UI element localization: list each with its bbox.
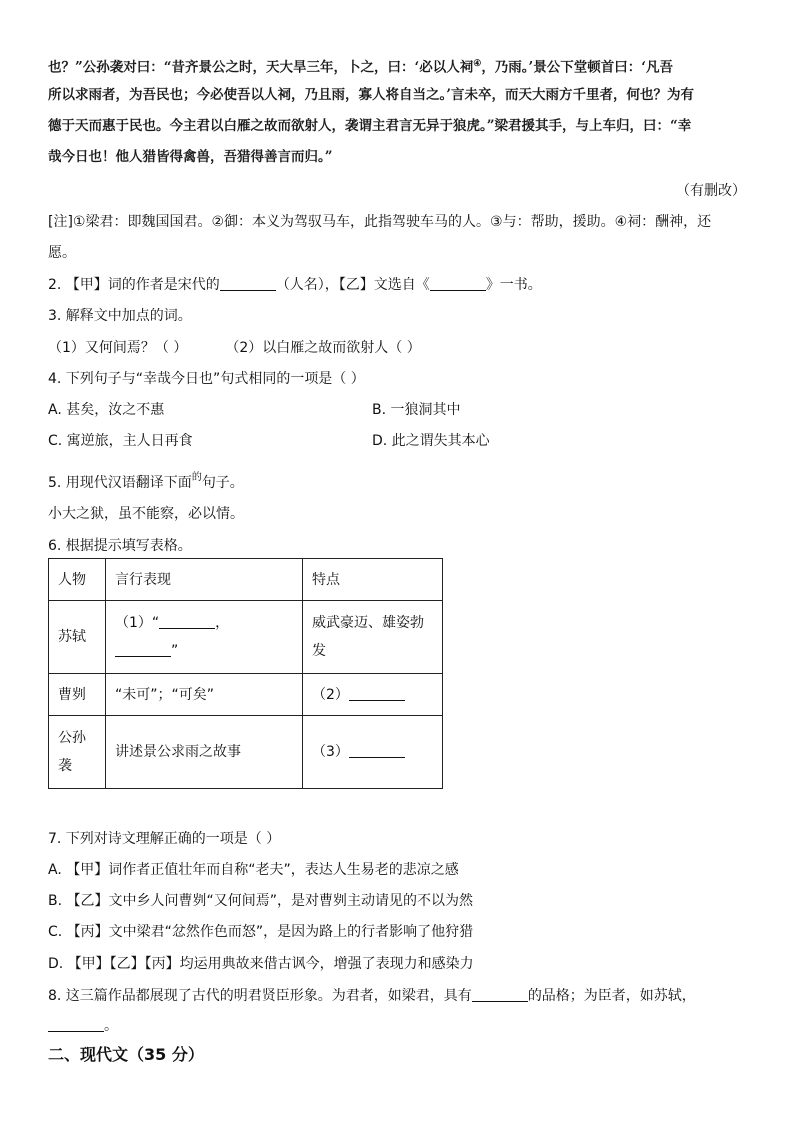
answer-blank[interactable]	[48, 1017, 104, 1032]
table-row	[49, 601, 443, 674]
answer-blank[interactable]	[430, 276, 486, 291]
stray-character: 的	[191, 472, 202, 483]
question-5-sentence: 小大之狱，虽不能察，必以情。	[48, 506, 244, 522]
annotation-line-2: 愿。	[48, 245, 76, 261]
option-a[interactable]: A. 甚矣，汝之不惠	[48, 402, 165, 418]
option-b[interactable]: B. 一狼洞其中	[372, 402, 461, 418]
option-a[interactable]: A. 【甲】词作者正值壮年而自称“老夫”，表达人生易老的悲凉之感	[48, 862, 459, 878]
passage-line-2: 所以求雨者，为吾民也；今必使吾以人祠，乃且雨，寡人将自当之。’言未卒，而天大雨方千里者，何也？为有	[48, 87, 694, 103]
question-8-continued: 。	[48, 1015, 758, 1035]
option-b[interactable]: B. 【乙】文中乡人问曹刿“又何间焉”，是对曹刿主动请见的不以为然	[48, 893, 474, 909]
table-cell-person: 苏轼	[49, 601, 106, 674]
annotation-line-1: [注]①梁君：即魏国国君。②御：本义为驾驭马车，此指驾驶车马的人。③与：帮助，援助。④祠：酬神，还	[48, 214, 712, 230]
question-4-row-1	[48, 399, 758, 419]
question-3-stem: 3. 解释文中加点的词。	[48, 308, 192, 324]
table-cell-action: “未可”；“可矣”	[106, 674, 303, 716]
passage-line-4: 哉今日也！他人猎皆得禽兽，吾猎得善言而归。”	[48, 149, 333, 165]
option-c[interactable]: C. 【丙】文中梁君“忿然作色而怒”，是因为路上的行者影响了他狩猎	[48, 924, 474, 940]
answer-blank[interactable]	[349, 686, 405, 701]
answer-blank[interactable]	[115, 642, 171, 657]
question-5-stem: 5. 用现代汉语翻译下面$^的$句子。	[48, 472, 244, 491]
question-4-stem: 4. 下列句子与“幸哉今日也”句式相同的一项是（ ）	[48, 371, 365, 387]
table-header: 特点	[303, 559, 443, 601]
answer-table	[48, 558, 443, 789]
question-7-stem: 7. 下列对诗文理解正确的一项是（ ）	[48, 831, 281, 847]
answer-blank[interactable]	[220, 276, 276, 291]
table-header: 人物	[49, 559, 106, 601]
source-note: （有删改）	[676, 183, 746, 199]
table-cell-trait: （3）	[303, 716, 443, 789]
table-cell-person: 公孙袭	[49, 716, 106, 789]
question-3-items	[48, 337, 758, 357]
table-cell-person: 曹刿	[49, 674, 106, 716]
passage-line-3: 德于天而惠于民也。今主君以白雁之故而欲射人，袭谓主君言无异于狼虎。”梁君援其手，与上车归，曰：“幸	[48, 118, 692, 134]
question-2: 2. 【甲】词的作者是宋代的 （人名），【乙】文选自《 》一书。	[48, 277, 542, 293]
answer-blank[interactable]	[472, 987, 528, 1002]
option-d[interactable]: D. 【甲】【乙】【丙】均运用典故来借古讽今，增强了表现力和感染力	[48, 956, 474, 972]
footnote-marker: ④	[473, 59, 482, 69]
question-6-stem: 6. 根据提示填写表格。	[48, 538, 192, 554]
question-4-row-2	[48, 430, 758, 450]
table-header-row	[49, 559, 443, 601]
answer-blank[interactable]	[159, 614, 215, 629]
passage-line-1: 也？”公孙袭对曰：“昔齐景公之时，天大旱三年，卜之，曰：‘必以人祠④，乃雨。’景公下堂顿首曰：‘凡吾	[48, 59, 673, 76]
table-header: 言行表现	[106, 559, 303, 601]
table-row	[49, 674, 443, 716]
question-8: 8. 这三篇作品都展现了古代的明君贤臣形象。为君者，如梁君，具有 的品格；为臣者，如苏轼，	[48, 988, 696, 1004]
option-d[interactable]: D. 此之谓失其本心	[372, 433, 490, 449]
table-cell-trait: 威武豪迈、雄姿勃发	[303, 601, 443, 674]
table-cell-action: 讲述景公求雨之故事	[106, 716, 303, 789]
option-c[interactable]: C. 寓逆旅，主人日再食	[48, 433, 193, 449]
section-heading: 二、现代文（35 分）	[48, 1045, 204, 1064]
table-cell-action: （1）“ ， ”	[106, 601, 303, 674]
question-3-item-2: （2）以白雁之故而欲射人（ ）	[225, 340, 421, 356]
answer-blank[interactable]	[349, 743, 405, 758]
question-3-item-1: （1）又何间焉？（ ）	[48, 340, 188, 356]
table-row	[49, 716, 443, 789]
table-cell-trait: （2）	[303, 674, 443, 716]
